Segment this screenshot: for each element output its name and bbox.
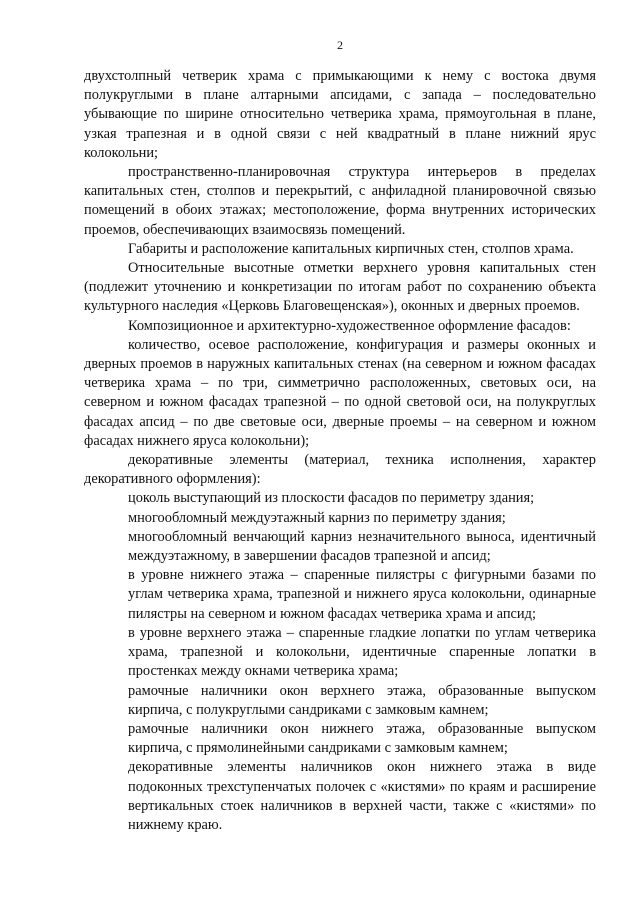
list-item-4: в уровне нижнего этажа – спаренные пилястры с фигурными базами по углам четверика храма, трапезной и нижнего яруса колокольни, одинарные пилястры на северном и южном фасадах четверика храма и апсид; <box>128 567 596 622</box>
document-body <box>84 67 596 835</box>
paragraph-6: количество, осевое расположение, конфигурация и размеры оконных и дверных проемов в наружных капитальных стенах (на северном и южном фасадах четверика храма – по три, симметрично расположенных, световых оси, на северном и южном фасадах трапезной – по одной световой оси, на полукруглых фасадах апсид – по две световые оси, дверные проемы – на северном и южном фасадах нижнего яруса колокольни); <box>84 336 596 449</box>
list-item-8: декоративные элементы наличников окон нижнего этажа в виде подоконных трехступенчатых полочек с «кистями» по краям и расширение вертикальных стоек наличников в верхней части, также с «кистями» по нижнему краю. <box>128 759 596 833</box>
paragraph-5: Композиционное и архитектурно-художественное оформление фасадов: <box>128 317 571 334</box>
list-item-6: рамочные наличники окон верхнего этажа, образованные выпуском кирпича, с полукруглыми сандриками с замковым камнем; <box>128 682 596 718</box>
paragraph-3: Габариты и расположение капитальных кирпичных стен, столпов храма. <box>128 240 574 257</box>
paragraph-4: Относительные высотные отметки верхнего уровня капитальных стен (подлежит уточнению и конкретизации по итогам работ по сохранению объекта культурного наследия «Церковь Благовещенская»), оконных и дверных проемов. <box>84 260 596 315</box>
paragraph-7: декоративные элементы (материал, техника исполнения, характер декоративного оформления): <box>84 452 596 488</box>
list-item-7: рамочные наличники окон нижнего этажа, образованные выпуском кирпича, с прямолинейными сандриками с замковым камнем; <box>128 720 596 757</box>
paragraph-2: пространственно-планировочная структура интерьеров в пределах капитальных стен, столпов и перекрытий, с анфиладной планировочной связью помещений в обоих этажах; местоположение, форма внутренних исторических проемов, обеспечивающих взаимосвязь помещений. <box>84 164 596 238</box>
list-item-1: цоколь выступающий из плоскости фасадов по периметру здания; <box>128 490 535 507</box>
page-number: 2 <box>337 38 343 52</box>
paragraph-1: двухстолпный четверик храма с примыкающими к нему с востока двумя полукруглыми в плане алтарными апсидами, с запада – последовательно убывающие по ширине относительно четверика храма, прямоугольная в плане, узкая трапезная и в одной связи с ней квадратный в плане нижний ярус колокольни; <box>84 68 596 161</box>
list-item-2: многообломный междуэтажный карниз по периметру здания; <box>128 509 506 526</box>
list-item-3: многообломный венчающий карниз незначительного выноса, идентичный междуэтажному, в завершении фасадов трапезной и апсид; <box>128 528 596 565</box>
list-item-5: в уровне верхнего этажа – спаренные гладкие лопатки по углам четверика храма, трапезной и колокольни, идентичные спаренные лопатки в простенках между окнами четверика храма; <box>128 624 596 680</box>
